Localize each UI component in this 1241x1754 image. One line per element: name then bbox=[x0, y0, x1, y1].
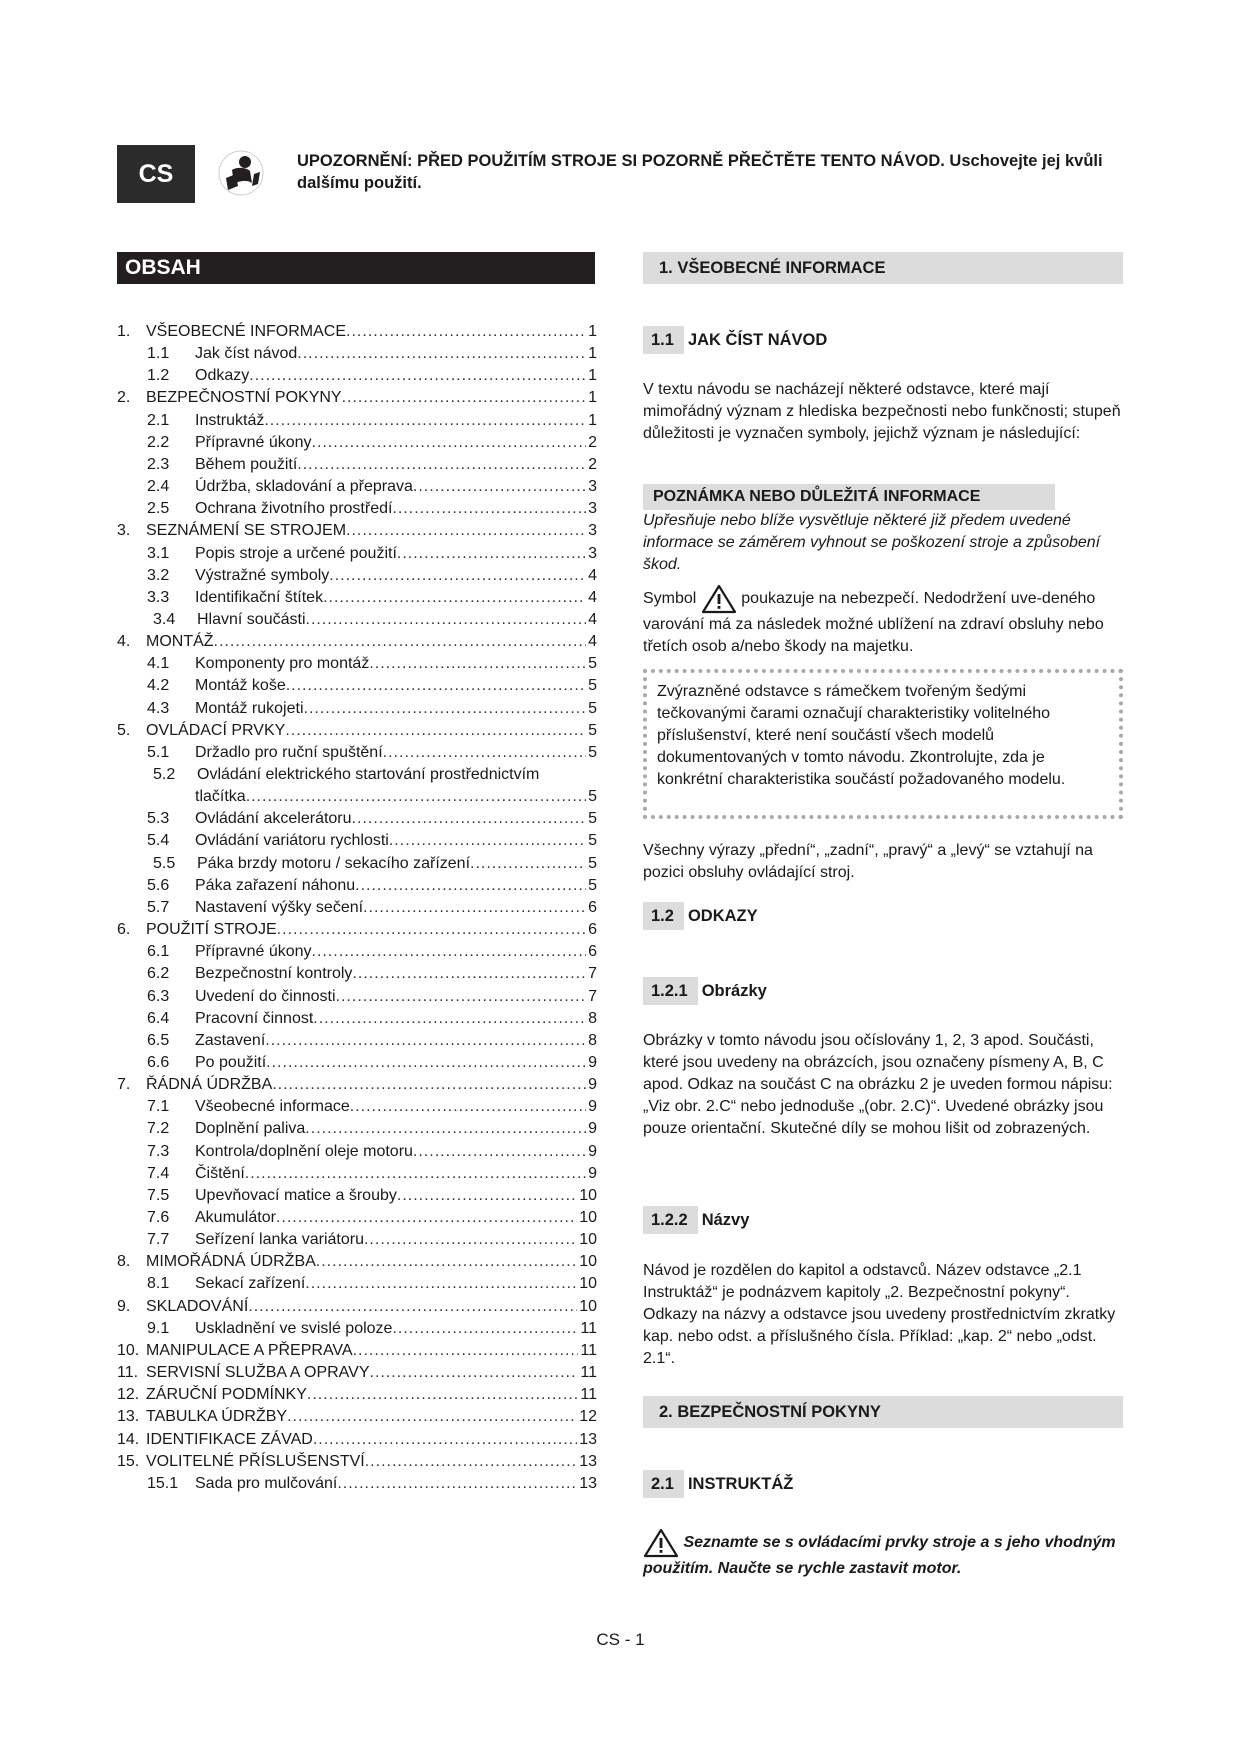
toc-entry-page: 8 bbox=[588, 1009, 597, 1027]
toc-entry-number: 8. bbox=[117, 1253, 131, 1271]
toc-dot-leader bbox=[352, 810, 587, 828]
toc-entry-page: 9 bbox=[588, 1120, 597, 1138]
toc-entry-title: Uskladnění ve svislé poloze bbox=[195, 1319, 393, 1337]
heading-title: Názvy bbox=[701, 1211, 750, 1229]
toc-dot-leader bbox=[355, 877, 586, 895]
toc-entry-title: Všeobecné informace bbox=[195, 1098, 350, 1116]
toc-entry-title: OVLÁDACÍ PRVKY bbox=[146, 721, 286, 739]
toc-entry[interactable] bbox=[117, 1032, 597, 1054]
toc-entry[interactable] bbox=[117, 877, 597, 899]
toc-entry[interactable] bbox=[117, 1320, 597, 1342]
toc-entry-page: 10 bbox=[579, 1209, 597, 1226]
toc-entry[interactable] bbox=[117, 345, 597, 367]
toc-entry-title: POUŽITÍ STROJE bbox=[146, 921, 277, 939]
heading-number: 2.1 bbox=[643, 1470, 684, 1498]
toc-entry-title: Čištění bbox=[195, 1164, 245, 1182]
toc-entry[interactable] bbox=[117, 832, 597, 854]
toc-dot-leader bbox=[313, 1431, 577, 1449]
toc-entry-title: ŘÁDNÁ ÚDRŽBA bbox=[146, 1076, 273, 1094]
toc-dot-leader bbox=[370, 1364, 579, 1382]
warning-triangle-icon bbox=[701, 584, 737, 614]
toc-entry-number: 12. bbox=[117, 1386, 140, 1404]
toc-entry-title: SEZNÁMENÍ SE STROJEM bbox=[146, 522, 347, 540]
toc-dot-leader bbox=[312, 434, 587, 452]
toc-entry-number: 7.1 bbox=[147, 1098, 170, 1116]
toc-entry-page: 7 bbox=[588, 965, 597, 983]
toc-entry-number: 10. bbox=[117, 1341, 140, 1359]
toc-entry[interactable] bbox=[117, 1364, 597, 1386]
toc-dot-leader bbox=[413, 478, 586, 496]
toc-entry-page: 6 bbox=[588, 898, 597, 916]
subsection-heading-1-2 bbox=[643, 902, 758, 930]
toc-entry-title: Akumulátor bbox=[195, 1209, 276, 1226]
toc-entry-title: IDENTIFIKACE ZÁVAD bbox=[146, 1430, 313, 1448]
toc-entry-number: 3.2 bbox=[147, 566, 170, 584]
toc-dot-leader bbox=[248, 1298, 577, 1316]
toc-entry[interactable] bbox=[117, 478, 597, 500]
heading-number: 1.2.1 bbox=[643, 977, 698, 1005]
heading-title: INSTRUKTÁŽ bbox=[687, 1475, 794, 1493]
toc-entry[interactable] bbox=[117, 367, 597, 389]
toc-entry[interactable] bbox=[117, 700, 597, 722]
toc-dot-leader bbox=[392, 1320, 578, 1338]
toc-entry[interactable] bbox=[117, 655, 597, 677]
toc-entry-number: 5.7 bbox=[147, 898, 170, 916]
toc-entry[interactable] bbox=[117, 1386, 597, 1408]
toc-entry[interactable] bbox=[117, 1275, 597, 1297]
toc-entry-title: SERVISNÍ SLUŽBA A OPRAVY bbox=[146, 1364, 370, 1382]
toc-entry-title: Kontrola/doplnění oleje motoru bbox=[195, 1142, 413, 1160]
toc-entry[interactable] bbox=[117, 589, 597, 611]
toc-dot-leader bbox=[392, 500, 586, 518]
toc-dot-leader bbox=[305, 1120, 586, 1138]
toc-entry-number: 7.2 bbox=[147, 1120, 170, 1138]
toc-entry-title: Sekací zařízení bbox=[195, 1275, 306, 1293]
toc-entry-number: 7.6 bbox=[147, 1209, 170, 1226]
instruction-warning bbox=[643, 1528, 1123, 1580]
toc-entry-number: 4. bbox=[117, 633, 131, 651]
toc-entry-page: 5 bbox=[588, 854, 597, 872]
toc-entry-number: 2.4 bbox=[147, 478, 170, 496]
toc-entry-number: 5.4 bbox=[147, 832, 170, 850]
toc-dot-leader bbox=[287, 1408, 577, 1426]
toc-entry-number: 6.2 bbox=[147, 965, 170, 983]
toc-dot-leader bbox=[305, 1275, 577, 1293]
toc-entry-page: 11 bbox=[580, 1386, 597, 1404]
toc-entry-title: Montáž koše bbox=[195, 677, 286, 695]
toc-dot-leader bbox=[369, 655, 586, 673]
toc-entry-title: Popis stroje a určené použití bbox=[195, 544, 397, 562]
toc-entry-title: Zastavení bbox=[195, 1031, 266, 1049]
toc-dot-leader bbox=[323, 589, 586, 607]
toc-entry-title: Hlavní součásti bbox=[197, 610, 306, 628]
toc-entry[interactable] bbox=[117, 567, 597, 589]
toc-entry-page: 5 bbox=[588, 876, 597, 894]
toc-entry-number: 6.5 bbox=[147, 1031, 170, 1049]
toc-entry[interactable] bbox=[117, 1010, 597, 1032]
toc-entry-number: 3. bbox=[117, 522, 131, 540]
toc-entry-title: MIMOŘÁDNÁ ÚDRŽBA bbox=[146, 1253, 316, 1271]
toc-entry-page: 2 bbox=[588, 433, 597, 451]
toc-entry-page: 1 bbox=[588, 323, 597, 340]
toc-entry-title: Přípravné úkony bbox=[195, 943, 312, 961]
toc-entry-number: 6.6 bbox=[147, 1053, 170, 1071]
toc-entry-title: Přípravné úkony bbox=[195, 433, 312, 451]
heading-title: JAK ČÍST NÁVOD bbox=[687, 331, 828, 349]
toc-entry[interactable] bbox=[117, 456, 597, 478]
toc-entry-title: Nastavení výšky sečení bbox=[195, 898, 364, 916]
toc-entry-title: Komponenty pro montáž bbox=[195, 655, 370, 673]
toc-entry-title: MANIPULACE A PŘEPRAVA bbox=[146, 1341, 353, 1359]
toc-entry-page: 3 bbox=[588, 544, 597, 562]
toc-entry[interactable] bbox=[117, 744, 597, 766]
toc-entry-page: 3 bbox=[588, 478, 597, 496]
toc-entry[interactable] bbox=[117, 722, 597, 744]
toc-entry[interactable] bbox=[117, 810, 597, 832]
toc-entry-number: 7.4 bbox=[147, 1164, 170, 1182]
figures-paragraph: Obrázky v tomto návodu jsou očíslovány 1, 2, 3 apod. Součásti, které jsou uvedeny na obrázcích, jsou označeny písmeny A, B, C apod. Odkaz na součást C na obrázku 2 je uveden formou nápisu: „Viz obr. 2.C“ nebo jednoduše „(obr. 2.C)“. Uvedené obrázky jsou pouze orientační. Skutečné díly se mohou lišit od zobrazených. bbox=[643, 1032, 1113, 1137]
toc-entry-number: 15.1 bbox=[147, 1474, 179, 1492]
toc-entry-page: 1 bbox=[588, 367, 597, 385]
toc-entry-title: Pracovní činnost bbox=[195, 1009, 314, 1027]
toc-entry-number: 1.1 bbox=[147, 345, 170, 363]
section-heading-2: 2. BEZPEČNOSTNÍ POKYNY bbox=[643, 1396, 1123, 1428]
toc-entry-page: 6 bbox=[588, 943, 597, 961]
toc-entry-page: 13 bbox=[579, 1430, 597, 1448]
toc-entry[interactable] bbox=[117, 1431, 597, 1453]
toc-entry-page: 10 bbox=[579, 1231, 597, 1249]
toc-entry-title: Páka zařazení náhonu bbox=[195, 876, 356, 894]
toc-entry-title: Ovládání akcelerátoru bbox=[195, 810, 352, 828]
toc-entry-page: 12 bbox=[579, 1408, 597, 1426]
page-number: CS - 1 bbox=[596, 1630, 645, 1649]
toc-entry-title: VOLITELNÉ PŘÍSLUŠENSTVÍ bbox=[146, 1452, 365, 1470]
toc-dot-leader bbox=[413, 1143, 586, 1161]
toc-entry-page: 11 bbox=[580, 1341, 597, 1359]
toc-dot-leader bbox=[316, 1253, 577, 1271]
toc-entry-page: 8 bbox=[588, 1031, 597, 1049]
toc-entry-title: MONTÁŽ bbox=[146, 633, 214, 651]
toc-dot-leader bbox=[342, 389, 587, 407]
toc-entry-page: 4 bbox=[588, 610, 597, 628]
toc-entry-title: Identifikační štítek bbox=[195, 588, 324, 606]
toc-entry-title: Uvedení do činnosti bbox=[195, 987, 336, 1005]
toc-entry-number: 2.1 bbox=[147, 411, 170, 429]
toc-entry[interactable] bbox=[117, 1453, 597, 1475]
toc-dot-leader bbox=[304, 700, 587, 718]
toc-entry-page: 13 bbox=[579, 1474, 597, 1492]
symbol-prefix: Symbol bbox=[643, 590, 697, 608]
toc-entry[interactable] bbox=[117, 522, 597, 544]
toc-entry-page: 5 bbox=[588, 655, 597, 673]
toc-dot-leader bbox=[246, 788, 586, 806]
toc-entry-number: 5.6 bbox=[147, 876, 170, 894]
toc-entry-number: 4.2 bbox=[147, 677, 170, 695]
toc-dot-leader bbox=[249, 367, 586, 385]
toc-entry-page: 1 bbox=[588, 389, 597, 407]
toc-entry[interactable] bbox=[117, 1165, 597, 1187]
toc-entry-title: Ochrana životního prostředí bbox=[195, 500, 393, 518]
toc-entry-page: 3 bbox=[588, 522, 597, 540]
toc-dot-leader bbox=[297, 345, 586, 363]
toc-entry-page: 7 bbox=[588, 987, 597, 1005]
toc-entry-number: 1. bbox=[117, 323, 131, 340]
toc-entry-title: BEZPEČNOSTNÍ POKYNY bbox=[146, 389, 342, 407]
toc-dot-leader bbox=[272, 1076, 586, 1094]
toc-entry-number: 2.5 bbox=[147, 500, 170, 518]
toc-entry-page: 5 bbox=[588, 699, 597, 717]
subsection-heading-2-1 bbox=[643, 1470, 793, 1498]
toc-title: OBSAH bbox=[117, 252, 595, 284]
toc-entry-page: 5 bbox=[588, 788, 597, 806]
toc-entry-title: SKLADOVÁNÍ bbox=[146, 1297, 249, 1315]
toc-entry[interactable] bbox=[117, 1209, 597, 1231]
toc-entry-number: 2.2 bbox=[147, 433, 170, 451]
toc-entry[interactable] bbox=[117, 1231, 597, 1253]
toc-entry-title: VŠEOBECNÉ INFORMACE bbox=[146, 323, 347, 340]
toc-entry-number: 6.3 bbox=[147, 987, 170, 1005]
toc-entry-page: 6 bbox=[588, 921, 597, 939]
toc-entry[interactable] bbox=[117, 899, 597, 921]
toc-entry-number: 11. bbox=[117, 1364, 139, 1382]
safety-warning-heading: UPOZORNĚNÍ: PŘED POUŽITÍM STROJE SI POZORNĚ PŘEČTĚTE TENTO NÁVOD. Uschovejte jej kvůli dalšímu použití. bbox=[297, 152, 1103, 192]
toc-entry[interactable] bbox=[117, 766, 597, 788]
toc-entry[interactable] bbox=[117, 1253, 597, 1275]
toc-entry[interactable] bbox=[117, 434, 597, 456]
toc-entry-page: 11 bbox=[580, 1319, 597, 1337]
toc-dot-leader bbox=[363, 899, 586, 917]
toc-entry[interactable] bbox=[117, 1187, 597, 1209]
toc-entry-number: 7.7 bbox=[147, 1231, 170, 1249]
toc-entry-number: 14. bbox=[117, 1430, 140, 1448]
toc-dot-leader bbox=[346, 323, 586, 341]
toc-dot-leader bbox=[346, 522, 586, 540]
toc-entry[interactable] bbox=[117, 545, 597, 567]
toc-entry-page: 9 bbox=[588, 1142, 597, 1160]
toc-entry-page: 11 bbox=[580, 1364, 597, 1382]
toc-entry[interactable] bbox=[117, 323, 597, 345]
toc-entry[interactable] bbox=[117, 389, 597, 411]
toc-entry-number: 4.3 bbox=[147, 699, 170, 717]
toc-entry-number: 2. bbox=[117, 389, 131, 407]
toc-entry[interactable] bbox=[117, 1143, 597, 1165]
toc-entry-number: 9. bbox=[117, 1297, 131, 1315]
toc-entry-title: TABULKA ÚDRŽBY bbox=[146, 1408, 288, 1426]
toc-dot-leader bbox=[306, 611, 587, 629]
toc-entry-title: Výstražné symboly bbox=[195, 566, 330, 584]
toc-entry-title: Ovládání variátoru rychlosti bbox=[195, 832, 389, 850]
names-paragraph: Návod je rozdělen do kapitol a odstavců. Název odstavce „2.1 Instruktáž“ je podnázvem kapitoly „2. Bezpečnostní pokyny“. Odkazy na názvy a odstavce jsou uvedeny prostřednictvím zkratky kap. nebo odst. a příslušného čísla. Příklad: „kap. 2“ nebo „odst. 2.1“. bbox=[643, 1262, 1116, 1367]
toc-entry[interactable] bbox=[117, 677, 597, 699]
toc-dot-leader bbox=[353, 1342, 579, 1360]
toc-entry-page: 3 bbox=[588, 500, 597, 518]
toc-entry[interactable] bbox=[117, 1342, 597, 1364]
optional-feature-text: Zvýrazněné odstavce s rámečkem tvořeným šedými tečkovanými čarami označují charakteristiky volitelného příslušenství, které není součástí všech modelů dokumentovaných v tomto návodu. Zkontrolujte, zda je konkrétní charakteristika součástí požadovaného modelu. bbox=[657, 683, 1066, 788]
heading-number: 1.2 bbox=[643, 902, 684, 930]
toc-dot-leader bbox=[364, 1231, 577, 1249]
toc-entry-page: 13 bbox=[579, 1452, 597, 1470]
toc-entry-title: Páka brzdy motoru / sekacího zařízení bbox=[197, 854, 471, 872]
toc-entry-page: 4 bbox=[588, 633, 597, 651]
toc-entry[interactable] bbox=[117, 611, 597, 633]
toc-entry[interactable] bbox=[117, 921, 597, 943]
toc-entry-page: 1 bbox=[588, 345, 597, 363]
toc-dot-leader bbox=[337, 1475, 577, 1493]
intro-paragraph: V textu návodu se nacházejí některé odstavce, které mají mimořádný význam z hlediska bezpečnosti nebo funkčnosti; stupeň důležitosti je vyznačen symboly, jejichž význam je následující: bbox=[643, 381, 1121, 442]
toc-entry-page: 10 bbox=[579, 1186, 597, 1204]
warning-triangle-icon bbox=[643, 1528, 679, 1558]
toc-dot-leader bbox=[352, 965, 586, 983]
optional-feature-box bbox=[643, 669, 1123, 819]
heading-number: 1.2.2 bbox=[643, 1206, 698, 1234]
note-text: Upřesňuje nebo blíže vysvětluje některé již předem uvedené informace se záměrem vyhnout se poškození stroje a způsobení škod. bbox=[643, 512, 1101, 573]
toc-entry-page: 9 bbox=[588, 1164, 597, 1182]
toc-dot-leader bbox=[336, 988, 587, 1006]
toc-dot-leader bbox=[313, 1010, 586, 1028]
toc-entry-page: 5 bbox=[588, 677, 597, 695]
toc-entry-number: 6.4 bbox=[147, 1009, 170, 1027]
toc-entry-number: 3.3 bbox=[147, 588, 170, 606]
instruction-warning-text: Seznamte se s ovládacími prvky stroje a s jeho vhodným použitím. Naučte se rychle zastavit motor. bbox=[643, 1534, 1116, 1577]
toc-dot-leader bbox=[470, 855, 586, 873]
toc-entry-page: 5 bbox=[588, 721, 597, 739]
toc-entry-number: 1.2 bbox=[147, 367, 170, 385]
toc-entry-title: Po použití bbox=[195, 1053, 267, 1071]
toc-dot-leader bbox=[264, 412, 586, 430]
toc-entry-number: 7. bbox=[117, 1076, 131, 1094]
toc-entry-number: 15. bbox=[117, 1452, 140, 1470]
toc-dot-leader bbox=[276, 1209, 577, 1227]
toc-entry-page: 2 bbox=[588, 455, 597, 473]
toc-entry-number: 5.3 bbox=[147, 810, 170, 828]
toc-entry-title: Instruktáž bbox=[195, 411, 265, 429]
toc-entry-title: Údržba, skladování a přeprava bbox=[195, 478, 413, 496]
toc-dot-leader bbox=[389, 832, 586, 850]
toc-entry-title: Sada pro mulčování bbox=[195, 1474, 338, 1492]
toc-entry-number: 9.1 bbox=[147, 1319, 170, 1337]
toc-entry[interactable] bbox=[117, 1475, 597, 1497]
toc-entry-title: Seřízení lanka variátoru bbox=[195, 1231, 364, 1249]
toc-dot-leader bbox=[397, 545, 586, 563]
toc-entry-title: Bezpečnostní kontroly bbox=[195, 965, 353, 983]
toc-entry-number: 7.3 bbox=[147, 1142, 170, 1160]
toc-dot-leader bbox=[277, 921, 586, 939]
toc-entry-page: 10 bbox=[579, 1253, 597, 1271]
toc-entry-page: 1 bbox=[588, 411, 597, 429]
toc-entry-title: tlačítka bbox=[195, 788, 246, 806]
toc-entry[interactable] bbox=[117, 943, 597, 965]
toc-entry-number: 3.4 bbox=[153, 610, 176, 628]
toc-entry[interactable] bbox=[117, 788, 597, 810]
subsection-heading-1-2-2 bbox=[643, 1206, 749, 1234]
toc-entry[interactable] bbox=[117, 500, 597, 522]
toc-dot-leader bbox=[285, 722, 586, 740]
toc-dot-leader bbox=[383, 744, 586, 762]
toc-entry-number: 5.5 bbox=[153, 854, 176, 872]
toc-dot-leader bbox=[265, 1032, 586, 1050]
toc-entry-title: ZÁRUČNÍ PODMÍNKY bbox=[146, 1386, 307, 1404]
toc-dot-leader bbox=[312, 943, 587, 961]
toc-entry-title: Upevňovací matice a šrouby bbox=[195, 1186, 397, 1204]
toc-entry-page: 10 bbox=[579, 1275, 597, 1293]
toc-entry-number: 6. bbox=[117, 921, 131, 939]
toc-entry-page: 5 bbox=[588, 810, 597, 828]
subsection-heading-1-1 bbox=[643, 326, 827, 354]
toc-entry-number: 2.3 bbox=[147, 455, 170, 473]
note-heading: POZNÁMKA NEBO DŮLEŽITÁ INFORMACE bbox=[643, 484, 1055, 510]
language-badge: CS bbox=[117, 145, 195, 203]
toc-entry-number: 3.1 bbox=[147, 544, 170, 562]
toc-entry[interactable] bbox=[117, 1298, 597, 1320]
toc-dot-leader bbox=[350, 1098, 586, 1116]
toc-dot-leader bbox=[397, 1187, 577, 1205]
toc-entry-page: 4 bbox=[588, 566, 597, 584]
toc-dot-leader bbox=[307, 1386, 578, 1404]
toc-entry-number: 5.2 bbox=[153, 766, 176, 783]
symbol-description: poukazuje na nebezpečí. Nedodržení uve-deného varování má za následek možné ublížení na zdraví obsluhy nebo třetích osob a/nebo škody na majetku. bbox=[643, 590, 1104, 655]
toc-entry[interactable] bbox=[117, 633, 597, 655]
toc-entry-title: Montáž rukojeti bbox=[195, 699, 304, 717]
toc-entry-number: 6.1 bbox=[147, 943, 170, 961]
toc-entry[interactable] bbox=[117, 1120, 597, 1142]
danger-symbol-paragraph bbox=[643, 584, 1123, 658]
toc-entry-page: 5 bbox=[588, 832, 597, 850]
toc-entry-page: 9 bbox=[588, 1076, 597, 1094]
toc-dot-leader bbox=[365, 1453, 577, 1471]
toc-entry-number: 13. bbox=[117, 1408, 140, 1426]
toc-entry[interactable] bbox=[117, 1054, 597, 1076]
toc-entry-number: 7.5 bbox=[147, 1186, 170, 1204]
toc-entry-number: 5.1 bbox=[147, 743, 170, 761]
toc-dot-leader bbox=[266, 1054, 586, 1072]
toc-entry[interactable] bbox=[117, 988, 597, 1010]
toc-entry-title: Ovládání elektrického startování prostřednictvím bbox=[197, 766, 540, 783]
toc-entry-page: 9 bbox=[588, 1098, 597, 1116]
heading-title: Obrázky bbox=[701, 982, 767, 1000]
section-heading-1: 1. VŠEOBECNÉ INFORMACE bbox=[643, 252, 1123, 284]
orientation-paragraph: Všechny výrazy „přední“, „zadní“, „pravý“ a „levý“ se vztahují na pozici obsluhy ovládající stroj. bbox=[643, 842, 1093, 881]
read-manual-icon bbox=[218, 150, 264, 196]
toc-entry-number: 8.1 bbox=[147, 1275, 170, 1293]
toc-dot-leader bbox=[329, 567, 586, 585]
toc-entry-number: 4.1 bbox=[147, 655, 170, 673]
toc-entry-page: 5 bbox=[588, 743, 597, 761]
toc-entry[interactable] bbox=[117, 1098, 597, 1120]
toc-entry[interactable] bbox=[117, 1076, 597, 1098]
toc-entry-title: Jak číst návod bbox=[195, 345, 298, 363]
toc-entry-title: Během použití bbox=[195, 455, 298, 473]
toc-entry[interactable] bbox=[117, 965, 597, 987]
toc-dot-leader bbox=[245, 1165, 586, 1183]
toc-entry-page: 9 bbox=[588, 1053, 597, 1071]
toc-entry-number: 5. bbox=[117, 721, 131, 739]
subsection-heading-1-2-1 bbox=[643, 977, 767, 1005]
toc-entry-title: Doplnění paliva bbox=[195, 1120, 306, 1138]
toc-entry-page: 4 bbox=[588, 588, 597, 606]
toc-dot-leader bbox=[214, 633, 587, 651]
toc-entry-title: Držadlo pro ruční spuštění bbox=[195, 743, 383, 761]
toc-entry-title: Odkazy bbox=[195, 367, 250, 385]
toc-dot-leader bbox=[297, 456, 586, 474]
toc-entry[interactable] bbox=[117, 412, 597, 434]
heading-title: ODKAZY bbox=[687, 907, 758, 925]
toc-entry[interactable] bbox=[117, 855, 597, 877]
toc-entry[interactable] bbox=[117, 1408, 597, 1430]
heading-number: 1.1 bbox=[643, 326, 684, 354]
toc-entry-page: 10 bbox=[579, 1297, 597, 1315]
toc-dot-leader bbox=[286, 677, 586, 695]
